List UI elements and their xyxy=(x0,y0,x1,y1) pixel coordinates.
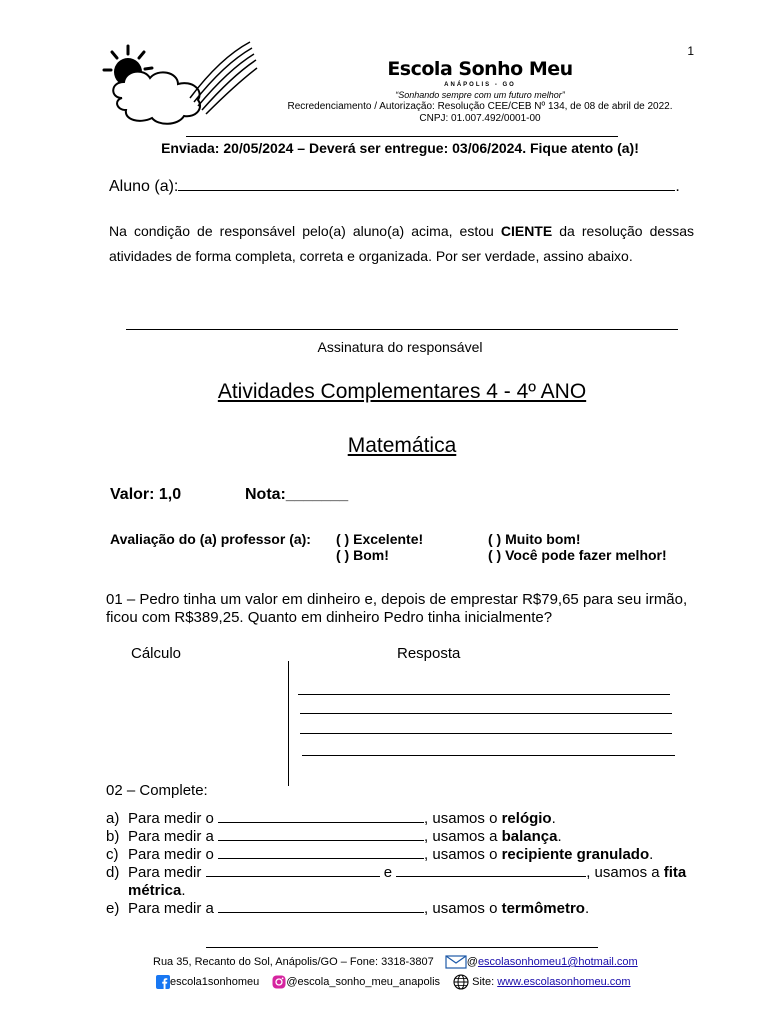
grade-value: Valor: 1,0 xyxy=(110,486,182,503)
footer-divider xyxy=(206,947,598,948)
accreditation-text: Recredenciamento / Autorização: Resolução CEE/CEB Nº 134, de 08 de abril de 2022. xyxy=(287,101,673,112)
complete-item-a: a) Para medir o , usamos o relógio. xyxy=(106,810,556,827)
globe-icon xyxy=(453,974,469,990)
subject-title: Matemática xyxy=(347,434,457,457)
eval-option-fazer-melhor[interactable]: ( ) Você pode fazer melhor! xyxy=(488,547,667,563)
grade-field[interactable]: Nota:_______ xyxy=(245,486,349,503)
school-name: Escola Sonho Meu xyxy=(387,58,573,80)
ciente-bold: CIENTE xyxy=(500,223,553,239)
question-1-text: 01 – Pedro tinha um valor em dinheiro e, depois de emprestar R$79,65 para seu irmão, ficou com R$389,25. Quanto em dinheiro Pedro tinha inicialmente? xyxy=(106,591,688,626)
eval-option-excelente[interactable]: ( ) Excelente! xyxy=(336,531,424,547)
answer-line-4[interactable] xyxy=(302,755,675,756)
answer-line-1[interactable] xyxy=(298,694,670,695)
complete-item-e: e) Para medir a , usamos o termômetro. xyxy=(106,900,590,917)
question-2-title: 02 – Complete: xyxy=(106,782,208,799)
guardian-declaration: Na condição de responsável pelo(a) aluno(a) acima, estou CIENTE da resolução dessas atividades de forma completa, correta e organizada. Por ser verdade, assino abaixo. xyxy=(109,223,694,264)
cnpj-text: CNPJ: 01.007.492/0001-00 xyxy=(419,113,541,124)
eval-option-bom[interactable]: ( ) Bom! xyxy=(336,547,389,563)
header-divider xyxy=(186,136,618,137)
sent-deadline-line: Enviada: 20/05/2024 – Deverá ser entregue: 03/06/2024. Fique atento (a)! xyxy=(161,140,639,156)
facebook-handle[interactable]: escola1sonhomeu xyxy=(170,975,260,988)
blank-c[interactable] xyxy=(218,846,424,859)
answer-line-2[interactable] xyxy=(300,713,672,714)
school-city: ANÁPOLIS - GO xyxy=(444,82,516,88)
site-link[interactable]: www.escolasonhomeu.com xyxy=(497,975,631,988)
page-number: 1 xyxy=(687,44,694,58)
activity-title: Atividades Complementares 4 - 4º ANO xyxy=(217,380,587,403)
footer-line-1: Rua 35, Recanto do Sol, Anápolis/GO – Fone: 3318-3807 @escolasonhomeu1@hotmail.com xyxy=(153,955,638,968)
signature-line[interactable] xyxy=(126,329,678,330)
student-name-blank[interactable] xyxy=(178,176,675,191)
signature-label: Assinatura do responsável xyxy=(317,339,483,355)
blank-e[interactable] xyxy=(218,900,424,913)
school-logo-icon xyxy=(100,38,260,128)
complete-item-c: c) Para medir o , usamos o recipiente granulado. xyxy=(106,846,654,863)
student-label: Aluno (a): xyxy=(109,178,179,195)
email-icon xyxy=(445,955,467,969)
email-link[interactable]: escolasonhomeu1@hotmail.com xyxy=(477,955,638,968)
calculation-label: Cálculo xyxy=(131,645,182,662)
teacher-evaluation-label: Avaliação do (a) professor (a): xyxy=(110,531,311,547)
instagram-icon xyxy=(272,975,286,989)
footer-address: Rua 35, Recanto do Sol, Anápolis/GO – Fone: 3318-3807 xyxy=(153,955,434,968)
instagram-handle[interactable]: @escola_sonho_meu_anapolis xyxy=(286,975,441,988)
student-name-field[interactable]: Aluno (a): . xyxy=(109,178,680,195)
calc-answer-divider xyxy=(288,661,289,786)
complete-item-d: d) Para medir e , usamos a fita métrica. xyxy=(106,864,687,899)
facebook-icon xyxy=(156,975,170,989)
site-label: Site: xyxy=(472,975,498,988)
eval-option-muito-bom[interactable]: ( ) Muito bom! xyxy=(488,531,581,547)
blank-d2[interactable] xyxy=(396,864,586,877)
blank-a[interactable] xyxy=(218,810,424,823)
school-motto: “Sonhando sempre com um futuro melhor” xyxy=(395,90,565,100)
answer-line-3[interactable] xyxy=(300,733,672,734)
footer-line-2 xyxy=(156,974,631,990)
answer-label: Resposta xyxy=(397,645,461,662)
blank-d1[interactable] xyxy=(206,864,380,877)
complete-item-b: b) Para medir a , usamos a balança. xyxy=(106,828,562,845)
blank-b[interactable] xyxy=(218,828,424,841)
